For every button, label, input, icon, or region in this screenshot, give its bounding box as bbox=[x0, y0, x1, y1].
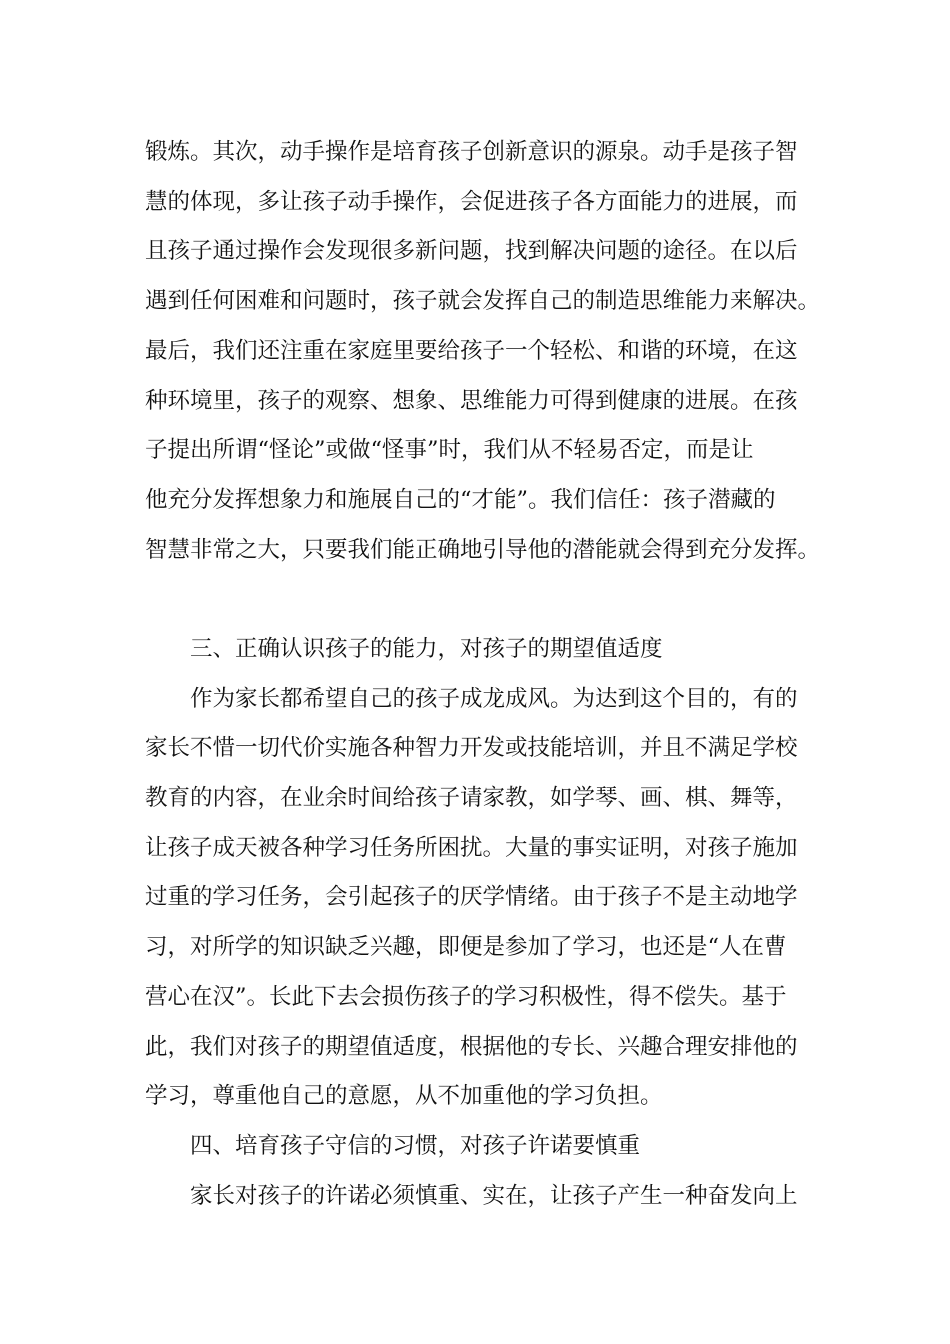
body-text-line: 锻炼。其次，动手操作是培育孩子创新意识的源泉。动手是孩子智 bbox=[145, 139, 798, 165]
body-text-line: 最后，我们还注重在家庭里要给孩子一个轻松、和谐的环境，在这 bbox=[145, 338, 798, 364]
body-text-line: 遇到任何困难和问题时，孩子就会发挥自己的制造思维能力来解决。 bbox=[145, 288, 821, 314]
body-text-line: 子提出所谓“怪论”或做“怪事”时，我们从不轻易否定，而是让 bbox=[145, 437, 754, 463]
body-text-line: 他充分发挥想象力和施展自己的“才能”。我们信任：孩子潜藏的 bbox=[145, 487, 776, 513]
body-text-line: 且孩子通过操作会发现很多新问题，找到解决问题的途径。在以后 bbox=[145, 238, 798, 264]
body-text-line: 慧的体现，多让孩子动手操作，会促进孩子各方面能力的进展，而 bbox=[145, 189, 798, 215]
body-text-line: 营心在汉”。长此下去会损伤孩子的学习积极性，得不偿失。基于 bbox=[145, 984, 787, 1010]
body-text-line: 作为家长都希望自己的孩子成龙成风。为达到这个目的，有的 bbox=[190, 686, 798, 712]
body-text-line: 学习，尊重他自己的意愿，从不加重他的学习负担。 bbox=[145, 1083, 663, 1109]
body-text-line: 家长不惜一切代价实施各种智力开发或技能培训，并且不满足学校 bbox=[145, 735, 798, 761]
body-text-line: 家长对孩子的许诺必须慎重、实在，让孩子产生一种奋发向上 bbox=[190, 1183, 798, 1209]
body-text-line: 习，对所学的知识缺乏兴趣，即便是参加了学习，也还是“人在曹 bbox=[145, 934, 787, 960]
body-text-line: 种环境里，孩子的观察、想象、思维能力可得到健康的进展。在孩 bbox=[145, 388, 798, 414]
body-text-line: 让孩子成天被各种学习任务所困扰。大量的事实证明，对孩子施加 bbox=[145, 835, 798, 861]
section-heading-3: 三、正确认识孩子的能力，对孩子的期望值适度 bbox=[190, 636, 663, 662]
body-text-line: 教育的内容，在业余时间给孩子请家教，如学琴、画、棋、舞等， bbox=[145, 785, 798, 811]
body-text-line: 过重的学习任务，会引起孩子的厌学情绪。由于孩子不是主动地学 bbox=[145, 884, 798, 910]
section-heading-4: 四、培育孩子守信的习惯，对孩子许诺要慎重 bbox=[190, 1133, 641, 1159]
body-text-line: 智慧非常之大，只要我们能正确地引导他的潜能就会得到充分发挥。 bbox=[145, 537, 821, 563]
body-text-line: 此，我们对孩子的期望值适度，根据他的专长、兴趣合理安排他的 bbox=[145, 1034, 798, 1060]
